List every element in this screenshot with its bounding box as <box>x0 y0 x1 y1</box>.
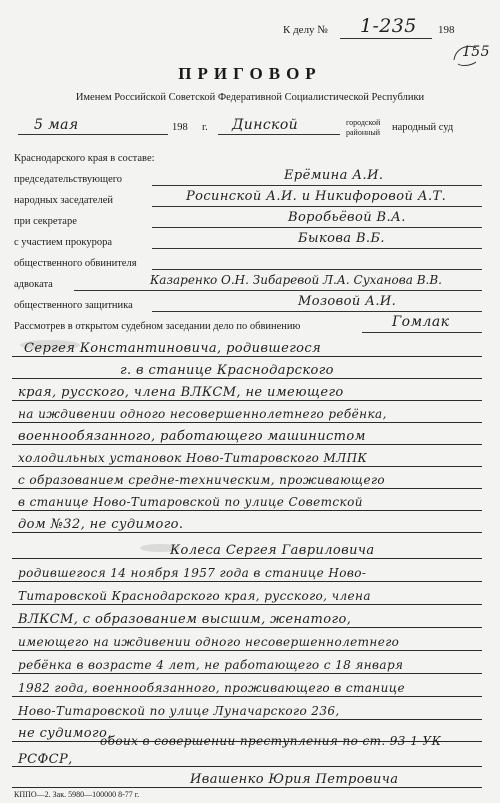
ruled-line <box>12 673 482 674</box>
field-label-advocate: адвоката <box>14 279 53 290</box>
court-place-underline <box>218 134 340 135</box>
document-subtitle: Именем Российской Советской Федеративной Социалистической Республики <box>75 92 425 103</box>
field-label-prosecutor: с участием прокурора <box>14 237 113 248</box>
ruled-line <box>12 766 482 767</box>
body-line: обоих в совершении преступления по ст. 93-1 УК <box>100 734 442 748</box>
field-value-public-defender: Мозовой А.И. <box>298 294 397 309</box>
body-line: Колеса Сергея Гавриловича <box>170 543 375 558</box>
year-prefix: 198 <box>172 122 188 133</box>
court-label: народный суд <box>392 122 454 133</box>
body-line: дом №32, не судимого. <box>18 517 184 532</box>
ruled-line <box>12 787 482 788</box>
scan-smudge <box>140 544 180 552</box>
field-underline <box>152 248 482 249</box>
body-line: 1982 года, военнообязанного, проживающего в станице <box>18 681 406 695</box>
verdict-day-month: 5 мая <box>34 117 79 133</box>
ruled-line <box>12 422 482 423</box>
field-underline <box>152 227 482 228</box>
body-line: Титаровской Краснодарского края, русского, члена <box>18 589 371 603</box>
case-year: 198 <box>438 24 455 36</box>
field-underline <box>152 206 482 207</box>
case-intro-label: Рассмотрев в открытом судебном заседании дело по обвинению <box>14 321 301 332</box>
ruled-line <box>12 400 482 401</box>
field-label-public-prosecutor: общественного обвинителя <box>14 258 137 269</box>
ruled-line <box>12 581 482 582</box>
body-line: на иждивении одного несовершеннолетнего ребёнка, <box>18 407 387 421</box>
ruled-line <box>12 696 482 697</box>
field-underline <box>74 290 482 291</box>
ruled-line <box>12 510 482 511</box>
document-title: ПРИГОВОР <box>178 64 322 83</box>
body-line: РСФСР, <box>18 752 73 767</box>
region-label: Краснодарского края в составе: <box>14 153 155 164</box>
ruled-line <box>12 558 482 559</box>
ruled-line <box>12 488 482 489</box>
field-value-prosecutor: Быкова В.Б. <box>298 231 385 246</box>
ruled-line <box>12 604 482 605</box>
body-line: родившегося 14 ноября 1957 года в станице Ново- <box>18 566 367 580</box>
ruled-line <box>12 532 482 533</box>
body-line: г. в станице Краснодарского <box>120 363 334 378</box>
body-line: в станице Ново-Титаровской по улице Советской <box>18 495 363 509</box>
defendant-surname: Гомлак <box>392 314 450 330</box>
body-line: ребёнка в возрасте 4 лет, не работающего с 18 января <box>18 658 404 672</box>
body-line: военнообязанного, работающего машинистом <box>18 429 366 444</box>
field-label-public-defender: общественного защитника <box>14 300 133 311</box>
field-underline <box>152 269 482 270</box>
case-intro-underline <box>362 332 482 333</box>
court-type-city: городской <box>346 118 381 127</box>
ruled-line <box>12 627 482 628</box>
body-line: Сергея Константиновича, родившегося <box>24 341 322 356</box>
body-line: ВЛКСМ, с образованием высшим, женатого, <box>18 612 352 627</box>
year-label: г. <box>202 122 208 133</box>
field-label-secretary: при секретаре <box>14 216 77 227</box>
date-underline <box>18 134 168 135</box>
body-line: имеющего на иждивении одного несовершеннолетнего <box>18 635 400 649</box>
case-number-underline <box>340 38 432 39</box>
field-label-assessors: народных заседателей <box>14 195 113 206</box>
field-underline <box>152 311 482 312</box>
ruled-line <box>12 378 482 379</box>
field-value-advocate: Казаренко О.Н. Зибаревой Л.А. Суханова В.В. <box>150 273 442 287</box>
field-underline <box>152 185 482 186</box>
court-type-district: районный <box>346 128 381 137</box>
margin-number: 155 <box>462 44 490 60</box>
body-line: не судимого, <box>18 726 112 741</box>
case-number: 1-235 <box>360 15 417 37</box>
body-line: края, русского, члена ВЛКСМ, не имеющего <box>18 385 344 400</box>
ruled-line <box>12 466 482 467</box>
body-line: Ивашенко Юрия Петровича <box>190 772 399 787</box>
court-place: Динской <box>232 117 299 133</box>
body-line: с образованием средне-техническим, проживающего <box>18 473 386 487</box>
field-label-presiding: председательствующего <box>14 174 123 185</box>
body-line: Ново-Титаровской по улице Луначарского 236, <box>18 704 340 718</box>
field-value-assessors: Росинской А.И. и Никифоровой А.Т. <box>186 189 447 204</box>
ruled-line <box>12 650 482 651</box>
field-value-secretary: Воробьёвой В.А. <box>288 210 406 225</box>
ruled-line <box>12 719 482 720</box>
field-value-presiding: Ерёмина А.И. <box>284 168 384 183</box>
scan-smudge <box>20 340 80 350</box>
ruled-line <box>12 356 482 357</box>
case-prefix: К делу № <box>283 24 328 36</box>
ruled-line <box>12 444 482 445</box>
body-line: холодильных установок Ново-Титаровского МЛПК <box>18 451 368 465</box>
print-footer: КППО—2. Зак. 5980—100000 8-77 г. <box>14 790 140 799</box>
